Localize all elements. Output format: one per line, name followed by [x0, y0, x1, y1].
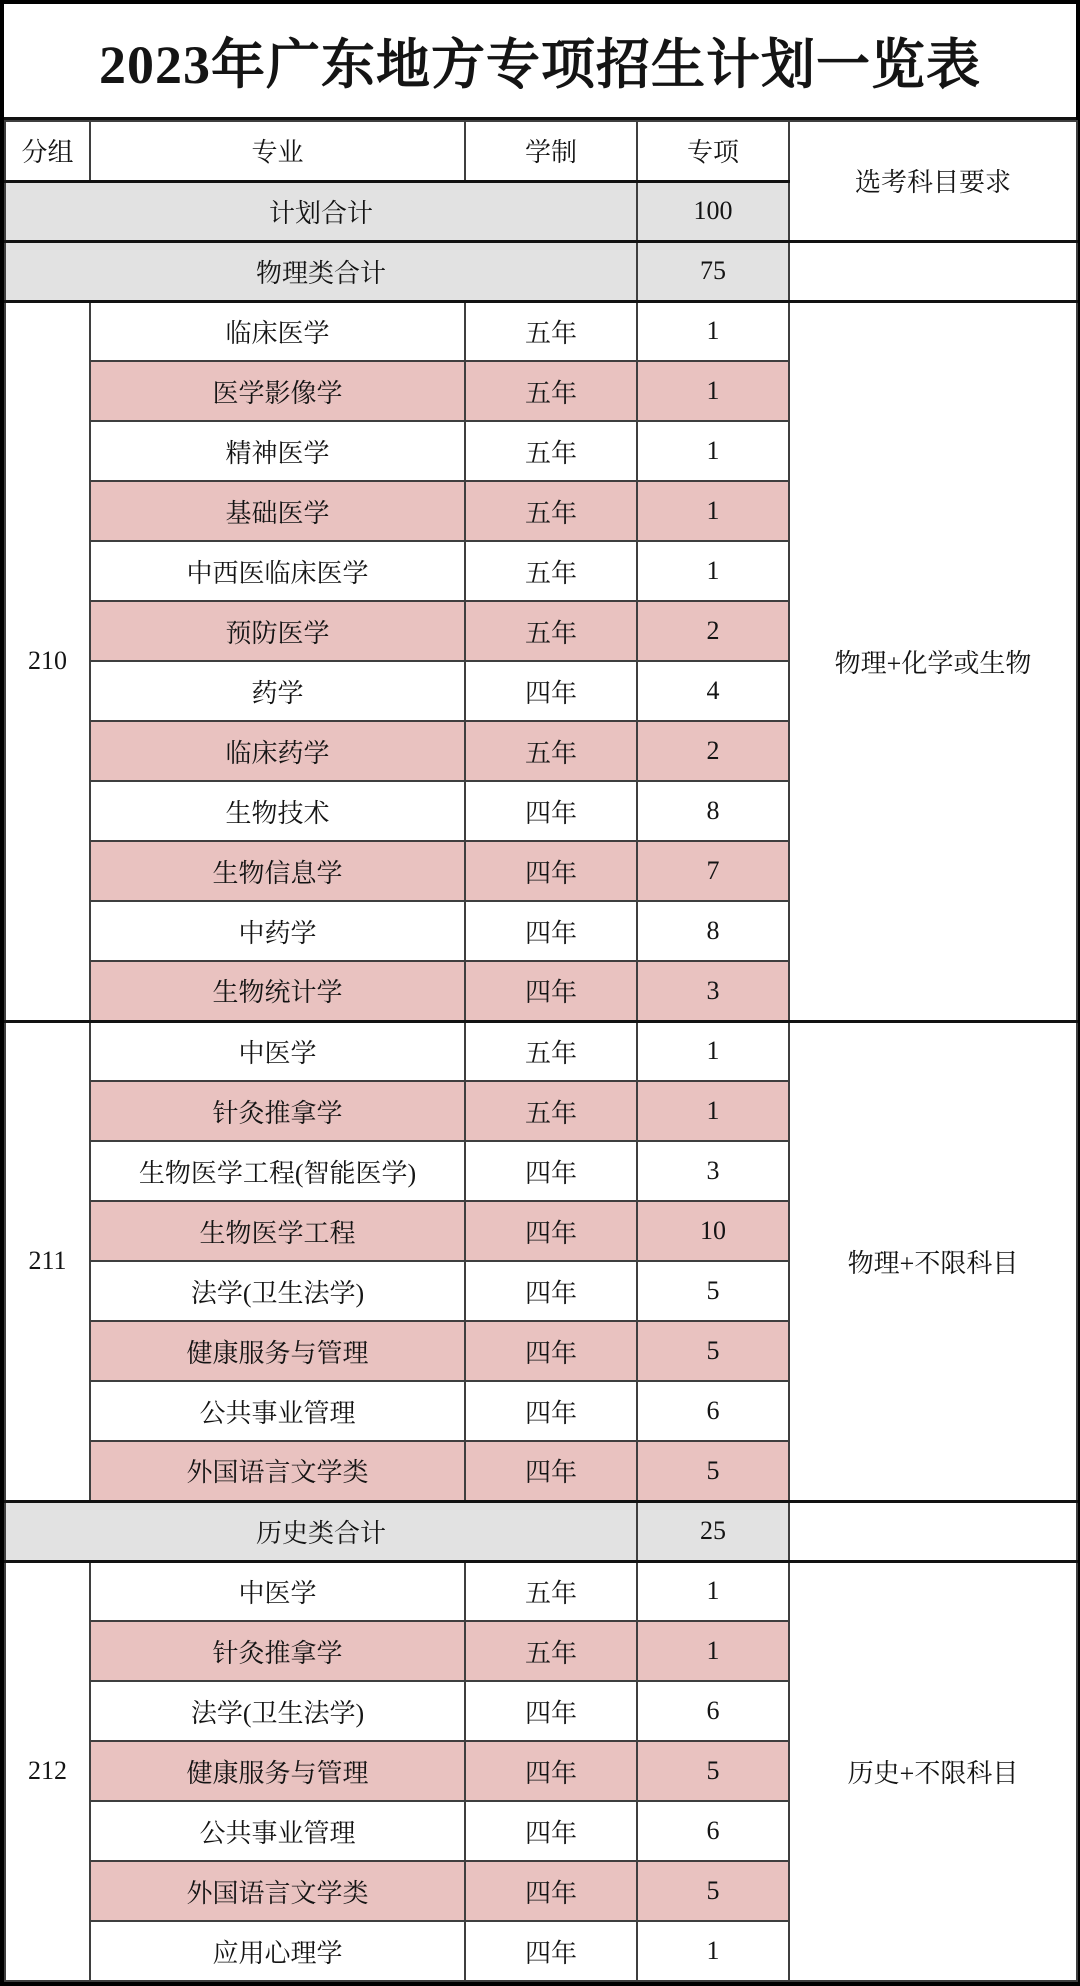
cell-duration: 五年	[465, 1621, 637, 1681]
cell-duration: 四年	[465, 901, 637, 961]
cell-major: 法学(卫生法学)	[90, 1681, 465, 1741]
col-header-quota: 专项	[637, 121, 789, 181]
cell-major: 公共事业管理	[90, 1801, 465, 1861]
cell-duration: 五年	[465, 1561, 637, 1621]
cell-major: 医学影像学	[90, 361, 465, 421]
cell-major: 公共事业管理	[90, 1381, 465, 1441]
cell-major: 临床药学	[90, 721, 465, 781]
cell-major: 生物医学工程(智能医学)	[90, 1141, 465, 1201]
total-value-cell: 25	[637, 1501, 789, 1561]
cell-quota: 1	[637, 361, 789, 421]
cell-major: 生物技术	[90, 781, 465, 841]
cell-duration: 四年	[465, 841, 637, 901]
cell-duration: 五年	[465, 601, 637, 661]
group-code-cell: 212	[5, 1561, 90, 1981]
cell-duration: 五年	[465, 421, 637, 481]
cell-quota: 3	[637, 961, 789, 1021]
group-210-body	[5, 301, 1077, 1021]
cell-major: 中医学	[90, 1561, 465, 1621]
cell-major: 健康服务与管理	[90, 1321, 465, 1381]
cell-duration: 四年	[465, 1261, 637, 1321]
cell-quota: 8	[637, 781, 789, 841]
cell-duration: 五年	[465, 301, 637, 361]
history-total-row	[5, 1501, 1077, 1561]
plan-table	[4, 120, 1078, 1982]
cell-quota: 6	[637, 1801, 789, 1861]
cell-quota: 1	[637, 541, 789, 601]
cell-duration: 五年	[465, 1021, 637, 1081]
cell-duration: 四年	[465, 661, 637, 721]
requirement-cell: 物理+不限科目	[789, 1021, 1077, 1501]
group-code-cell: 211	[5, 1021, 90, 1501]
cell-quota: 1	[637, 421, 789, 481]
total-label-cell: 计划合计	[5, 181, 637, 241]
requirement-empty-cell	[789, 1501, 1077, 1561]
cell-duration: 四年	[465, 1681, 637, 1741]
requirement-empty-cell	[789, 241, 1077, 301]
cell-quota: 1	[637, 1921, 789, 1981]
cell-major: 生物统计学	[90, 961, 465, 1021]
cell-duration: 四年	[465, 1801, 637, 1861]
cell-quota: 1	[637, 1021, 789, 1081]
cell-quota: 3	[637, 1141, 789, 1201]
cell-major: 基础医学	[90, 481, 465, 541]
cell-major: 针灸推拿学	[90, 1081, 465, 1141]
cell-quota: 10	[637, 1201, 789, 1261]
table-row	[5, 1561, 1077, 1621]
table-header	[5, 121, 1077, 241]
cell-duration: 四年	[465, 1441, 637, 1501]
cell-duration: 四年	[465, 1381, 637, 1441]
cell-major: 中药学	[90, 901, 465, 961]
cell-quota: 5	[637, 1741, 789, 1801]
total-label-cell: 历史类合计	[5, 1501, 637, 1561]
cell-major: 生物医学工程	[90, 1201, 465, 1261]
cell-major: 中西医临床医学	[90, 541, 465, 601]
cell-quota: 8	[637, 901, 789, 961]
cell-quota: 1	[637, 1621, 789, 1681]
cell-quota: 1	[637, 1561, 789, 1621]
cell-quota: 6	[637, 1381, 789, 1441]
cell-duration: 五年	[465, 481, 637, 541]
col-header-group: 分组	[5, 121, 90, 181]
cell-duration: 四年	[465, 1921, 637, 1981]
cell-duration: 四年	[465, 1201, 637, 1261]
requirement-cell: 物理+化学或生物	[789, 301, 1077, 1021]
cell-major: 中医学	[90, 1021, 465, 1081]
cell-major: 应用心理学	[90, 1921, 465, 1981]
cell-duration: 四年	[465, 781, 637, 841]
cell-major: 精神医学	[90, 421, 465, 481]
cell-major: 生物信息学	[90, 841, 465, 901]
cell-quota: 2	[637, 601, 789, 661]
cell-major: 药学	[90, 661, 465, 721]
cell-major: 针灸推拿学	[90, 1621, 465, 1681]
physics-total-row	[5, 241, 1077, 301]
cell-major: 外国语言文学类	[90, 1441, 465, 1501]
col-header-duration: 学制	[465, 121, 637, 181]
cell-major: 健康服务与管理	[90, 1741, 465, 1801]
table-row	[5, 301, 1077, 361]
cell-quota: 6	[637, 1681, 789, 1741]
page-title: 2023年广东地方专项招生计划一览表	[4, 4, 1076, 120]
cell-duration: 五年	[465, 541, 637, 601]
cell-duration: 四年	[465, 961, 637, 1021]
cell-quota: 4	[637, 661, 789, 721]
header-row	[5, 121, 1077, 181]
group-212-body	[5, 1561, 1077, 1981]
total-value-cell: 75	[637, 241, 789, 301]
cell-duration: 四年	[465, 1741, 637, 1801]
table-row	[5, 1021, 1077, 1081]
cell-quota: 5	[637, 1261, 789, 1321]
cell-quota: 1	[637, 301, 789, 361]
cell-quota: 2	[637, 721, 789, 781]
cell-major: 外国语言文学类	[90, 1861, 465, 1921]
group-code-cell: 210	[5, 301, 90, 1021]
cell-major: 临床医学	[90, 301, 465, 361]
cell-duration: 五年	[465, 1081, 637, 1141]
cell-quota: 1	[637, 1081, 789, 1141]
cell-duration: 四年	[465, 1141, 637, 1201]
total-label-cell: 物理类合计	[5, 241, 637, 301]
total-value-cell: 100	[637, 181, 789, 241]
cell-duration: 五年	[465, 361, 637, 421]
group-211-body	[5, 1021, 1077, 1501]
col-header-major: 专业	[90, 121, 465, 181]
cell-duration: 四年	[465, 1861, 637, 1921]
cell-quota: 5	[637, 1861, 789, 1921]
col-header-requirement: 选考科目要求	[789, 121, 1077, 241]
cell-major: 法学(卫生法学)	[90, 1261, 465, 1321]
cell-duration: 五年	[465, 721, 637, 781]
cell-quota: 5	[637, 1321, 789, 1381]
requirement-cell: 历史+不限科目	[789, 1561, 1077, 1981]
cell-duration: 四年	[465, 1321, 637, 1381]
cell-major: 预防医学	[90, 601, 465, 661]
cell-quota: 1	[637, 481, 789, 541]
cell-quota: 5	[637, 1441, 789, 1501]
cell-quota: 7	[637, 841, 789, 901]
